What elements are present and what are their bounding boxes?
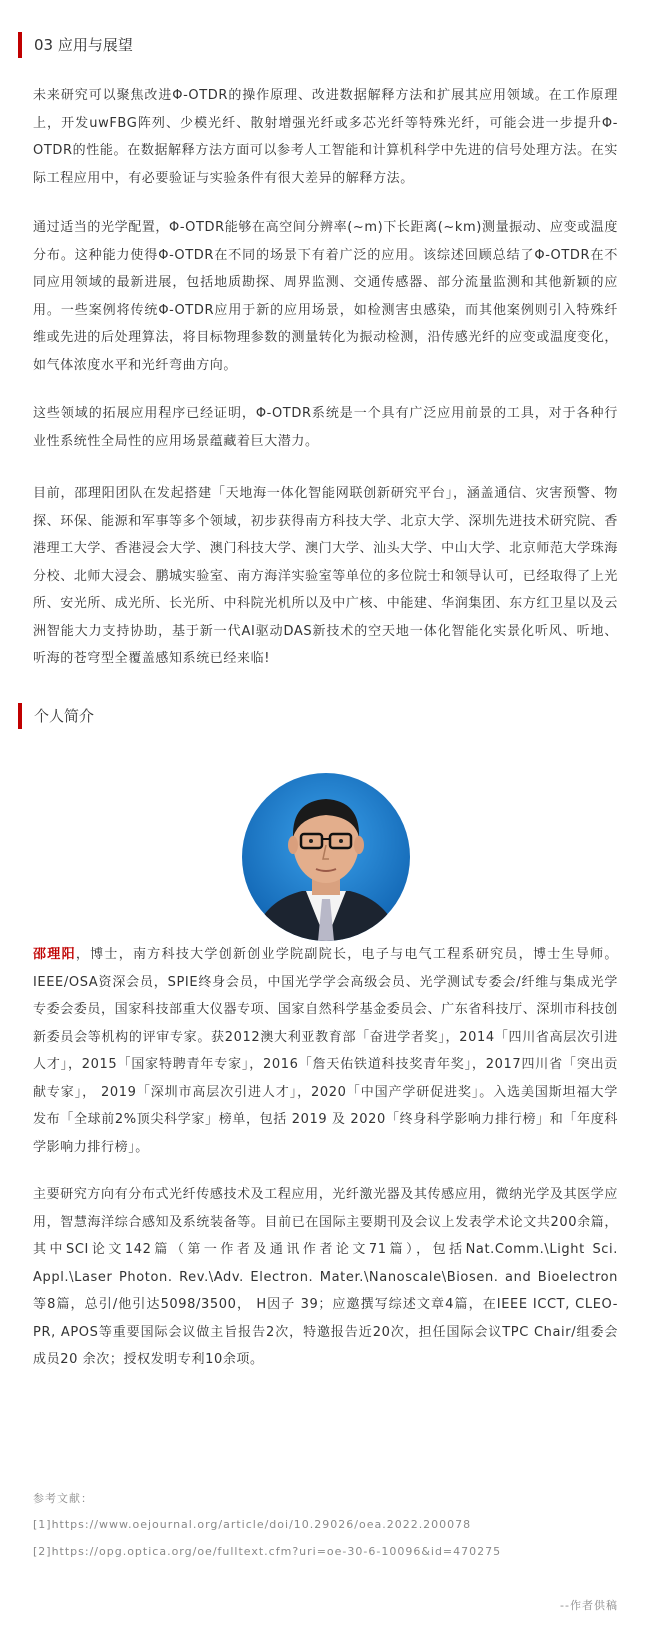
- paragraph-future-research: 未来研究可以聚焦改进Φ-OTDR的操作原理、改进数据解释方法和扩展其应用领域。在工作原理上，开发uwFBG阵列、少模光纤、散射增强光纤或多芯光纤等特殊光纤，可能会进一步提升Φ-OTDR的性能。在数据解释方法方面可以参考人工智能和计算机科学中先进的信号处理方法。在实际工程应用中，有必要验证与实验条件有很大差异的解释方法。: [33, 88, 618, 186]
- references-title: 参考文献：: [33, 1492, 93, 1505]
- paragraph-team-platform: 目前，邵理阳团队在发起搭建「天地海一体化智能网联创新研究平台」，涵盖通信、灾害预警、物探、环保、能源和军事等多个领域，初步获得南方科技大学、北京大学、深圳先进技术研究院、香港理工大学、香港浸会大学、澳门科技大学、澳门大学、汕头大学、中山大学、北京师范大学珠海分校、北师大浸会、鹏城实验室、南方海洋实验室等单位的多位院士和领导认可，已经取得了上光所、安光所、成光所、长光所、中科院光机所以及中广核、中能建、华润集团、东方红卫星以及云洲智能大力支持协助，基于新一代AI驱动DAS新技术的空天地一体化智能化实景化听风、听地、听海的苍穹型全覆盖感知系统已经来临!: [33, 486, 618, 666]
- paragraph-applications-proven: 这些领域的拓展应用程序已经证明，Φ-OTDR系统是一个具有广泛应用前景的工具，对于各种行业性系统性全局性的应用场景蕴藏着巨大潜力。: [33, 406, 618, 449]
- section-title: 03 应用与展望: [34, 36, 133, 54]
- avatar: [242, 773, 410, 941]
- bio-intro-text: ，博士，南方科技大学创新创业学院副院长，电子与电气工程系研究员，博士生导师。IEEE/OSA资深会员，SPIE终身会员，中国光学学会高级会员、光学测试专委会/纤维与集成光学专委会委员，国家科技部重大仪器专项、国家自然科学基金委员会、广东省科技厅、深圳市科技创新委员会等机构的评审专家。获2012澳大利亚教育部「奋进学者奖」，2014「四川省高层次引进人才」，2015「国家特聘青年专家」，2016「詹天佑铁道科技奖青年奖」，2017四川省「突出贡献专家」， 2019「深圳市高层次引进人才」，2020「中国产学研促进奖」。入选美国斯坦福大学发布「全球前2%顶尖科学家」榜单，包括 2019 及 2020「终身科学影响力排行榜」和「年度科学影响力排行榜」。: [33, 947, 618, 1155]
- section-heading-applications: [18, 32, 133, 58]
- author-credit: --作者供稿: [560, 1599, 618, 1612]
- person-name: 邵理阳: [33, 947, 76, 962]
- reference-link-2[interactable]: [2]https://opg.optica.org/oe/fulltext.cfm?uri=oe-30-6-10096&id=470275: [33, 1545, 502, 1558]
- paragraph-research-directions: 主要研究方向有分布式光纤传感技术及工程应用，光纤激光器及其传感应用，微纳光学及其医学应用，智慧海洋综合感知及系统装备等。目前已在国际主要期刊及会议上发表学术论文共200余篇，其中SCI论文142篇（第一作者及通讯作者论文71篇），包括Nat.Comm.\Light Sci. Appl.\Laser Photon. Rev.\Adv. Electron. Mater.\Nanoscale\Biosen. and Bioelectron等8篇，总引/他引达5098/3500， H因子 39；应邀撰写综述文章4篇，在IEEE ICCT, CLEO-PR, APOS等重要国际会议做主旨报告2次，特邀报告近20次，担任国际会议TPC Chair/组委会成员20 余次；授权发明专利10余项。: [33, 1187, 618, 1367]
- reference-link-1[interactable]: [1]https://www.oejournal.org/article/doi/10.29026/oea.2022.200078: [33, 1518, 472, 1531]
- portrait-photo: [242, 773, 410, 941]
- paragraph-optical-configuration: 通过适当的光学配置，Φ-OTDR能够在高空间分辨率(~m)下长距离(~km)测量振动、应变或温度分布。这种能力使得Φ-OTDR在不同的场景下有着广泛的应用。该综述回顾总结了Φ-OTDR在不同应用领域的最新进展，包括地质勘探、周界监测、交通传感器、部分流量监测和其他新颖的应用。一些案例将传统Φ-OTDR应用于新的应用场景，如检测害虫感染，而其他案例则引入特殊纤维或先进的后处理算法，将目标物理参数的测量转化为振动检测，沿传感光纤的应变或温度变化，如气体浓度水平和光纤弯曲方向。: [33, 220, 618, 373]
- paragraph-bio-intro: [33, 941, 618, 1161]
- section-title: 个人简介: [34, 707, 95, 725]
- section-heading-bio: [18, 703, 94, 729]
